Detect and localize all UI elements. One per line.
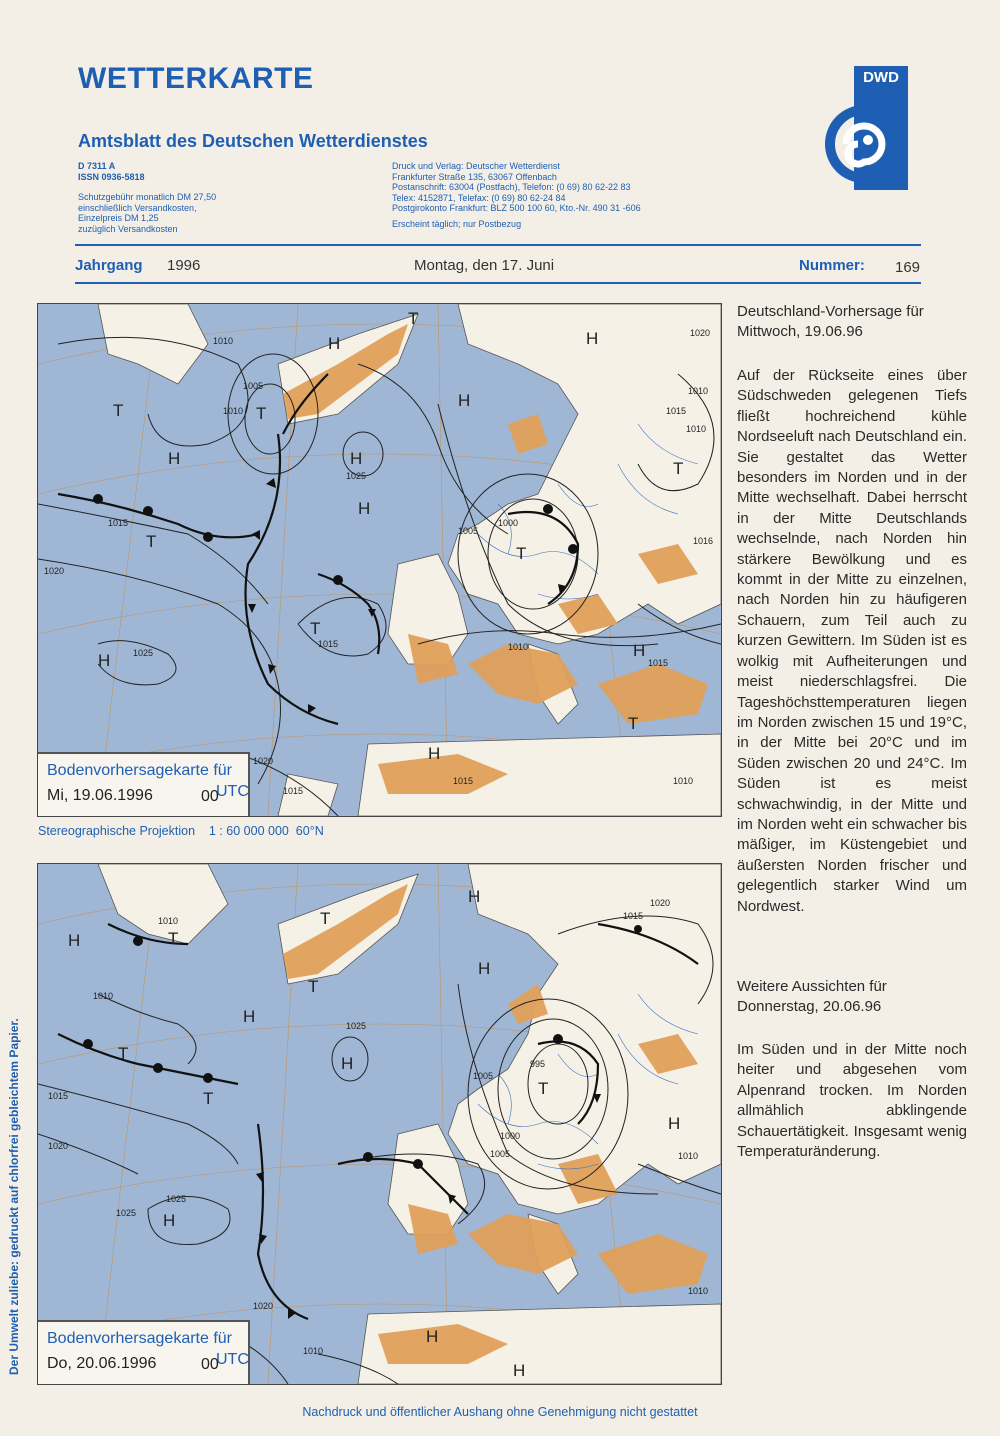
pub-spacer bbox=[78, 182, 216, 192]
map2-isobar-label: 1020 bbox=[253, 1301, 274, 1311]
issue-date: Montag, den 17. Juni bbox=[414, 257, 555, 274]
page-title: WETTERKARTE bbox=[78, 62, 314, 95]
map2-pressure-label: H bbox=[668, 1114, 681, 1133]
issue-bar bbox=[75, 256, 921, 278]
map2-isobar-label: 1010 bbox=[158, 916, 179, 926]
map1-legend-date: Mi, 19.06.1996 bbox=[47, 787, 153, 804]
map2-isobar-label: 1015 bbox=[623, 911, 644, 921]
map1-isobar-label: 1015 bbox=[648, 658, 669, 668]
map2-pressure-label: T bbox=[118, 1044, 129, 1063]
pub-line: zuzüglich Versandkosten bbox=[78, 223, 178, 234]
print-line: Druck und Verlag: Deutscher Wetterdienst bbox=[392, 161, 560, 171]
map1-isobar-label: 1015 bbox=[666, 406, 687, 416]
print-line: Telex: 4152871, Telefax: (0 69) 80 62-24 84 bbox=[392, 192, 566, 203]
map2-pressure-label: T bbox=[538, 1079, 549, 1098]
map1-isobar-label: 1010 bbox=[213, 336, 234, 346]
print-line: Frankfurter Straße 135, 63067 Offenbach bbox=[392, 171, 557, 182]
map1-pressure-label: T bbox=[516, 544, 527, 563]
map2-isobar-label: 1015 bbox=[48, 1091, 69, 1101]
pub-line: D 7311 A bbox=[78, 161, 116, 171]
map1-isobar-label: 1015 bbox=[318, 639, 339, 649]
map1-pressure-label: H bbox=[586, 329, 599, 348]
logo-text: DWD bbox=[863, 69, 899, 86]
map2-legend-time: 00 bbox=[201, 1356, 219, 1373]
map2-isobar-label: 1010 bbox=[303, 1346, 324, 1356]
map2-isobar-label: 1005 bbox=[473, 1071, 494, 1081]
print-line: Postgirokonto Frankfurt: BLZ 500 100 60, Kto.-Nr. 490 31 -606 bbox=[392, 203, 641, 213]
footer-note: Nachdruck und öffentlicher Aushang ohne Genehmigung nicht gestattet bbox=[302, 1405, 698, 1419]
forecast-map-thursday bbox=[37, 863, 722, 1385]
print-line: Erscheint täglich; nur Postbezug bbox=[392, 218, 522, 229]
map1-isobar-label: 1005 bbox=[458, 526, 479, 536]
map1-pressure-label: T bbox=[146, 532, 157, 551]
map1-isobar-label: 1015 bbox=[108, 518, 129, 528]
publication-info bbox=[78, 161, 216, 234]
map2-isobar-label: 995 bbox=[530, 1059, 546, 1069]
number-label: Nummer: bbox=[799, 257, 865, 274]
map1-pressure-label: T bbox=[408, 309, 419, 328]
forecast-map-wednesday bbox=[37, 303, 722, 817]
map2-pressure-label: T bbox=[203, 1089, 214, 1108]
map1-pressure-label: H bbox=[168, 449, 181, 468]
header-rule bbox=[75, 244, 921, 246]
map2-pressure-label: H bbox=[243, 1007, 256, 1026]
map2-isobar-label: 1000 bbox=[500, 1131, 521, 1141]
map1-isobar-label: 1020 bbox=[253, 756, 274, 766]
print-info bbox=[392, 161, 641, 229]
map1-isobar-label: 1010 bbox=[223, 406, 244, 416]
forecast-body: Auf der Rückseite eines über Südschweden gelegenen Tiefs fließt hochreichend kühle Nordseeluft nach Deutschland ein. Sie gestaltet das Wetter besonders im Norden und in der Mitte wechselhaft. Dabei herrscht in der Mitte Deutschlands wechselnde, nach Norden hin stärkere Bewölkung und es kommt in der Mitte zu einzelnen, nach Norden hin zu häufigeren Schauern, zum Teil auch zu kurzen Gewittern. Im Süden ist es wolkig mit Aufheiterungen und meist niederschlagsfrei. Die Tageshöchsttemperaturen liegen im Norden zwischen 15 und 19°C, in der Mitte bei 20°C und im Süden zwischen 20 und 24°C. Im Süden ist es meist schwachwindig, in der Mitte und im Norden weht ein schwacher bis mäßiger, im Küstengebiet und äußersten Norden frischer und gelegentlich starker Wind um Nordwest. bbox=[737, 367, 967, 915]
map1-isobar-label: 1025 bbox=[133, 648, 154, 658]
projection-note: Stereographische Projektion 1 : 60 000 000 60°N bbox=[38, 824, 324, 838]
map1-graphic bbox=[38, 304, 721, 816]
page-subtitle: Amtsblatt des Deutschen Wetterdienstes bbox=[78, 131, 428, 151]
map1-legend-utc: UTC bbox=[216, 783, 249, 800]
map1-pressure-label: H bbox=[350, 449, 363, 468]
map1-pressure-label: T bbox=[256, 404, 267, 423]
map1-pressure-label: T bbox=[113, 401, 124, 420]
map2-pressure-label: T bbox=[168, 929, 179, 948]
map1-isobar-label: 1010 bbox=[508, 642, 529, 652]
map1-pressure-label: H bbox=[633, 641, 646, 660]
print-line: Postanschrift: 63004 (Postfach), Telefon: (0 69) 80 62-22 83 bbox=[392, 182, 631, 192]
map2-pressure-label: T bbox=[320, 909, 331, 928]
map2-pressure-label: H bbox=[426, 1327, 439, 1346]
map2-pressure-label: H bbox=[513, 1361, 526, 1380]
map1-pressure-label: H bbox=[98, 651, 111, 670]
map1-legend bbox=[38, 752, 250, 816]
map2-legend-date: Do, 20.06.1996 bbox=[47, 1355, 157, 1372]
map2-isobar-label: 1010 bbox=[93, 991, 114, 1001]
pub-line: einschließlich Versandkosten, bbox=[78, 202, 197, 213]
volume-value: 1996 bbox=[167, 257, 201, 274]
map2-legend-utc: UTC bbox=[216, 1351, 249, 1368]
outlook-body: Im Süden und in der Mitte noch heiter und abgesehen vom Alpenrand trocken. Im Norden allmählich abklingende Schauertätigkeit. Insgesamt wenig Temperaturänderung. bbox=[737, 1041, 967, 1161]
map2-isobar-label: 1010 bbox=[688, 1286, 709, 1296]
map2-pressure-label: H bbox=[68, 931, 81, 950]
map2-isobar-label: 1005 bbox=[490, 1149, 511, 1159]
map2-pressure-label: H bbox=[468, 887, 481, 906]
forecast-heading: Deutschland-Vorhersage für Mittwoch, 19.06.96 bbox=[737, 303, 924, 341]
pub-line: Schutzgebühr monatlich DM 27,50 bbox=[78, 192, 217, 202]
map1-isobar-label: 1020 bbox=[690, 328, 711, 338]
map1-pressure-label: T bbox=[628, 714, 639, 733]
issue-rule bbox=[75, 282, 921, 284]
map2-isobar-label: 1025 bbox=[116, 1208, 137, 1218]
map2-legend bbox=[38, 1320, 250, 1384]
map1-isobar-label: 1015 bbox=[283, 786, 304, 796]
map1-isobar-label: 1025 bbox=[346, 471, 367, 481]
map2-isobar-label: 1010 bbox=[678, 1151, 699, 1161]
map1-isobar-label: 1010 bbox=[688, 386, 709, 396]
map1-pressure-label: H bbox=[358, 499, 371, 518]
map1-isobar-label: 1016 bbox=[693, 536, 714, 546]
map1-legend-time: 00 bbox=[201, 788, 219, 805]
map2-pressure-label: H bbox=[163, 1211, 176, 1230]
map2-graphic bbox=[38, 864, 721, 1384]
dwd-logo bbox=[822, 66, 908, 190]
environment-note: Der Umwelt zuliebe: gedruckt auf chlorfrei gebleichtem Papier. bbox=[7, 1018, 21, 1375]
number-value: 169 bbox=[895, 259, 921, 276]
map1-isobar-label: 1020 bbox=[44, 566, 65, 576]
map1-pressure-label: H bbox=[328, 334, 341, 353]
volume-label: Jahrgang bbox=[75, 257, 143, 274]
map1-isobar-label: 1000 bbox=[498, 518, 519, 528]
map2-pressure-label: H bbox=[478, 959, 491, 978]
map1-isobar-label: 1005 bbox=[243, 381, 264, 391]
map2-pressure-label: H bbox=[341, 1054, 354, 1073]
map2-isobar-label: 1020 bbox=[650, 898, 671, 908]
map1-isobar-label: 1010 bbox=[686, 424, 707, 434]
map2-isobar-label: 1020 bbox=[48, 1141, 69, 1151]
outlook-heading: Weitere Aussichten für Donnerstag, 20.06.96 bbox=[737, 978, 887, 1016]
map2-pressure-label: T bbox=[308, 977, 319, 996]
map2-isobar-label: 1025 bbox=[166, 1194, 187, 1204]
map1-pressure-label: H bbox=[428, 744, 441, 763]
map1-isobar-label: 1015 bbox=[453, 776, 474, 786]
map1-pressure-label: T bbox=[673, 459, 684, 478]
map1-isobar-label: 1010 bbox=[673, 776, 694, 786]
map2-isobar-label: 1025 bbox=[346, 1021, 367, 1031]
map1-pressure-label: T bbox=[310, 619, 321, 638]
pub-line: Einzelpreis DM 1,25 bbox=[78, 213, 159, 223]
map2-legend-title: Bodenvorhersagekarte für bbox=[47, 1330, 232, 1347]
map1-pressure-label: H bbox=[458, 391, 471, 410]
pub-line: ISSN 0936-5818 bbox=[78, 171, 145, 182]
map1-legend-title: Bodenvorhersagekarte für bbox=[47, 762, 232, 779]
